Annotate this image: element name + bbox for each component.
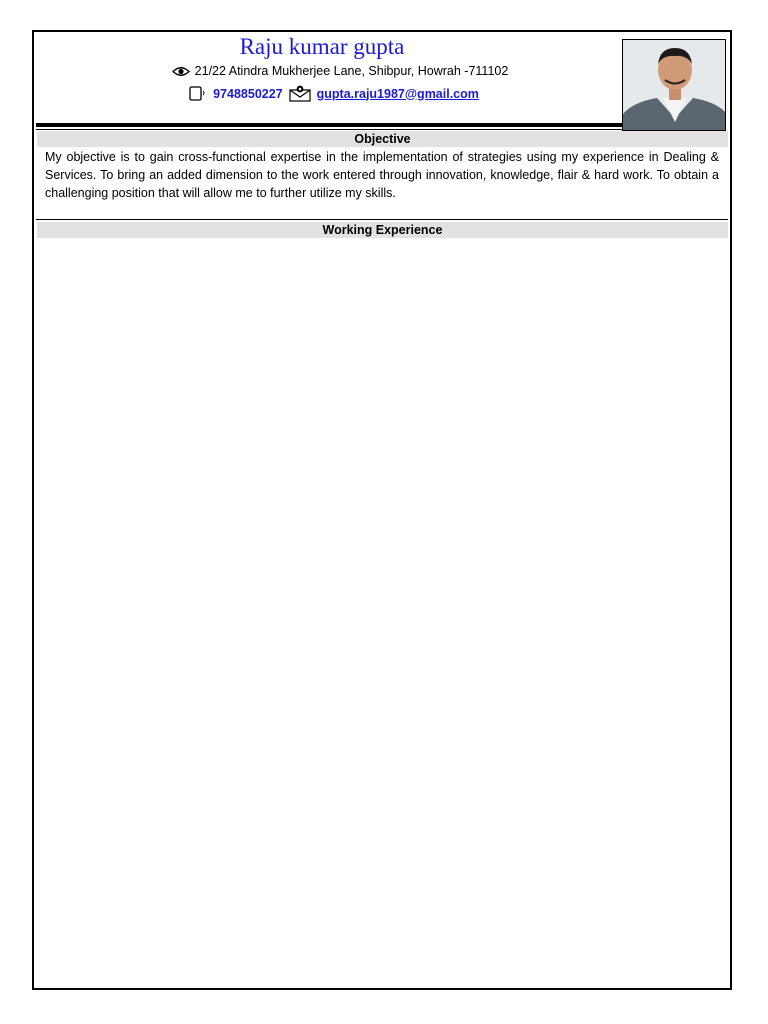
working-experience-heading: Working Experience bbox=[37, 222, 728, 238]
profile-photo bbox=[622, 39, 726, 131]
contact-line bbox=[0, 85, 668, 102]
resume-name: Raju kumar gupta bbox=[239, 34, 405, 59]
mobile-phone-icon bbox=[189, 86, 207, 101]
address-text: 21/22 Atindra Mukherjee Lane, Shibpur, Howrah -711102 bbox=[194, 64, 509, 78]
email-link[interactable]: gupta.raju1987@gmail.com bbox=[316, 86, 479, 101]
header-rule-thin bbox=[36, 129, 622, 130]
section-divider bbox=[36, 219, 728, 220]
objective-heading: Objective bbox=[37, 131, 728, 147]
phone-number[interactable]: 9748850227 bbox=[213, 86, 283, 101]
envelope-icon bbox=[289, 85, 311, 102]
eye-icon bbox=[172, 66, 190, 77]
header-rule-thick bbox=[36, 123, 622, 127]
objective-text: My objective is to gain cross-functional expertise in the implementation of strategies using my experience in Dealing & Services. To bring an added dimension to the work entered through innovation, knowledge, flair & hard work. To obtain a challenging position that will allow me to further utilize my skills. bbox=[45, 150, 719, 200]
address-line bbox=[0, 64, 680, 78]
